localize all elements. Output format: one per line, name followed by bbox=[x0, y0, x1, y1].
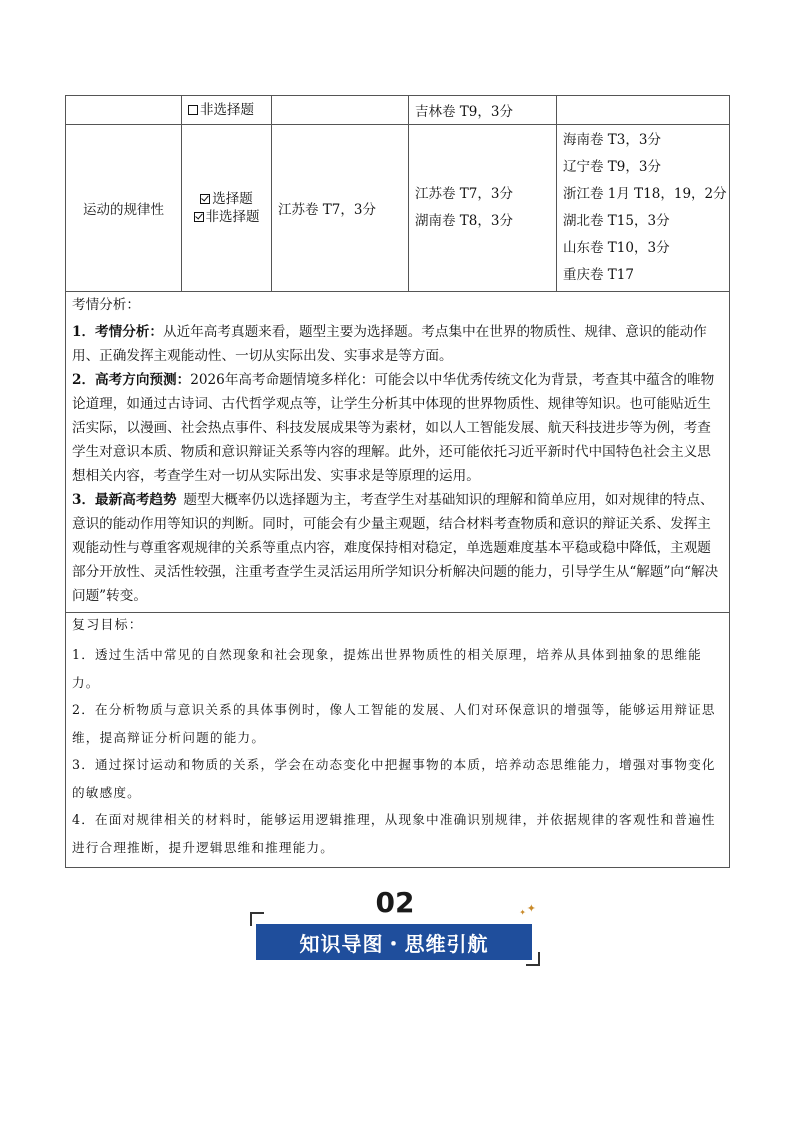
exam-entry: 吉林卷 T9，3分 bbox=[415, 104, 513, 120]
goal-item: 2．在分析物质与意识关系的具体事例时，像人工智能的发展、人们对环保意识的增强等，能够运用辩证思维，提高辩证分析问题的能力。 bbox=[72, 702, 716, 745]
section-number: 02 bbox=[375, 886, 415, 919]
analysis-cell bbox=[66, 292, 730, 613]
year-2025-cell bbox=[272, 125, 409, 292]
exam-entry: 重庆卷 T17 bbox=[563, 267, 634, 283]
table-row bbox=[66, 125, 730, 292]
analysis-paragraph bbox=[72, 320, 723, 368]
qtype-label: 非选择题 bbox=[200, 102, 254, 118]
year-2025-cell bbox=[272, 96, 409, 125]
year-2024-cell bbox=[409, 96, 557, 125]
exam-entry: 山东卷 T10，3分 bbox=[563, 240, 670, 256]
corner-bracket-icon bbox=[526, 952, 540, 966]
exam-entry: 湖北卷 T15，3分 bbox=[563, 213, 670, 229]
exam-entry: 辽宁卷 T9，3分 bbox=[563, 159, 661, 175]
table-row bbox=[66, 613, 730, 868]
checked-box-icon bbox=[194, 212, 204, 222]
section-badge bbox=[250, 886, 540, 966]
topic-label: 运动的规律性 bbox=[83, 202, 164, 218]
unchecked-box-icon bbox=[188, 105, 198, 115]
paragraph-label: 2．高考方向预测： bbox=[72, 372, 191, 388]
qtype-cell bbox=[182, 125, 272, 292]
table-row bbox=[66, 292, 730, 613]
analysis-heading: 考情分析： bbox=[72, 297, 140, 313]
goal-item: 4．在面对规律相关的材料时，能够运用逻辑推理，从现象中准确识别规律，并依据规律的客观性和普遍性进行合理推断，提升逻辑思维和推理能力。 bbox=[72, 812, 716, 855]
goals-cell bbox=[66, 613, 730, 868]
exam-analysis-table bbox=[65, 95, 730, 868]
goal-item: 3．通过探讨运动和物质的关系，学会在动态变化中把握事物的本质，培养动态思维能力，增强对事物变化的敏感度。 bbox=[72, 757, 716, 800]
exam-entry: 海南卷 T3，3分 bbox=[563, 132, 661, 148]
paragraph-text: 从近年高考真题来看，题型主要为选择题。考点集中在世界的物质性、规律、意识的能动作用、正确发挥主观能动性、一切从实际出发、实事求是等方面。 bbox=[72, 324, 707, 364]
qtype-cell bbox=[182, 96, 272, 125]
analysis-paragraph bbox=[72, 368, 723, 488]
paragraph-text: 2026年高考命题情境多样化：可能会以中华优秀传统文化为背景，考查其中蕴含的唯物论道理，如通过古诗词、古代哲学观点等，让学生分析其中体现的世界物质性、规律等知识。也可能贴近生活实际，以漫画、社会热点事件、科技发展成果等为素材，如以人工智能发展、航天科技进步等为例，考查学生对意识本质、物质和意识辩证关系等内容的理解。此外，还可能依托习近平新时代中国特色社会主义思想相关内容，考查学生对一切从实际出发、实事求是等原理的运用。 bbox=[72, 372, 715, 484]
sparkle-icon: ✦ bbox=[519, 908, 526, 917]
exam-entry: 浙江卷 1月 T18，19，2分 bbox=[563, 186, 727, 202]
exam-entry: 江苏卷 T7，3分 bbox=[278, 202, 376, 218]
topic-cell bbox=[66, 96, 182, 125]
exam-entry: 江苏卷 T7，3分 bbox=[415, 186, 513, 202]
analysis-paragraph bbox=[72, 488, 723, 608]
goal-item: 1．透过生活中常见的自然现象和社会现象，提炼出世界物质性的相关原理，培养从具体到抽象的思维能力。 bbox=[72, 647, 702, 690]
year-2023-cell bbox=[557, 125, 730, 292]
checked-box-icon bbox=[200, 194, 210, 204]
sparkle-icon: ✦ bbox=[526, 902, 536, 915]
paragraph-label: 1．考情分析： bbox=[72, 324, 164, 340]
qtype-label: 非选择题 bbox=[205, 209, 260, 225]
paragraph-label: 3．最新高考趋势 bbox=[72, 492, 177, 508]
year-2023-cell bbox=[557, 96, 730, 125]
qtype-label: 选择题 bbox=[212, 191, 253, 207]
paragraph-text: 题型大概率仍以选择题为主，考查学生对基础知识的理解和简单应用，如对规律的特点、意识的能动作用等知识的判断。同时，可能会有少量主观题，结合材料考查物质和意识的辩证关系、发挥主观能动性与尊重客观规律的关系等重点内容，难度保持相对稳定，单选题难度基本平稳或稳中降低，主观题部分开放性、灵活性较强，注重考查学生灵活运用所学知识分析解决问题的能力，引导学生从“解题”向“解决问题”转变。 bbox=[72, 492, 719, 604]
exam-entry: 湖南卷 T8，3分 bbox=[415, 213, 513, 229]
goals-heading: 复习目标： bbox=[72, 618, 144, 633]
year-2024-cell bbox=[409, 125, 557, 292]
section-title: 知识导图・思维引航 bbox=[256, 924, 532, 960]
table-row bbox=[66, 96, 730, 125]
topic-cell bbox=[66, 125, 182, 292]
